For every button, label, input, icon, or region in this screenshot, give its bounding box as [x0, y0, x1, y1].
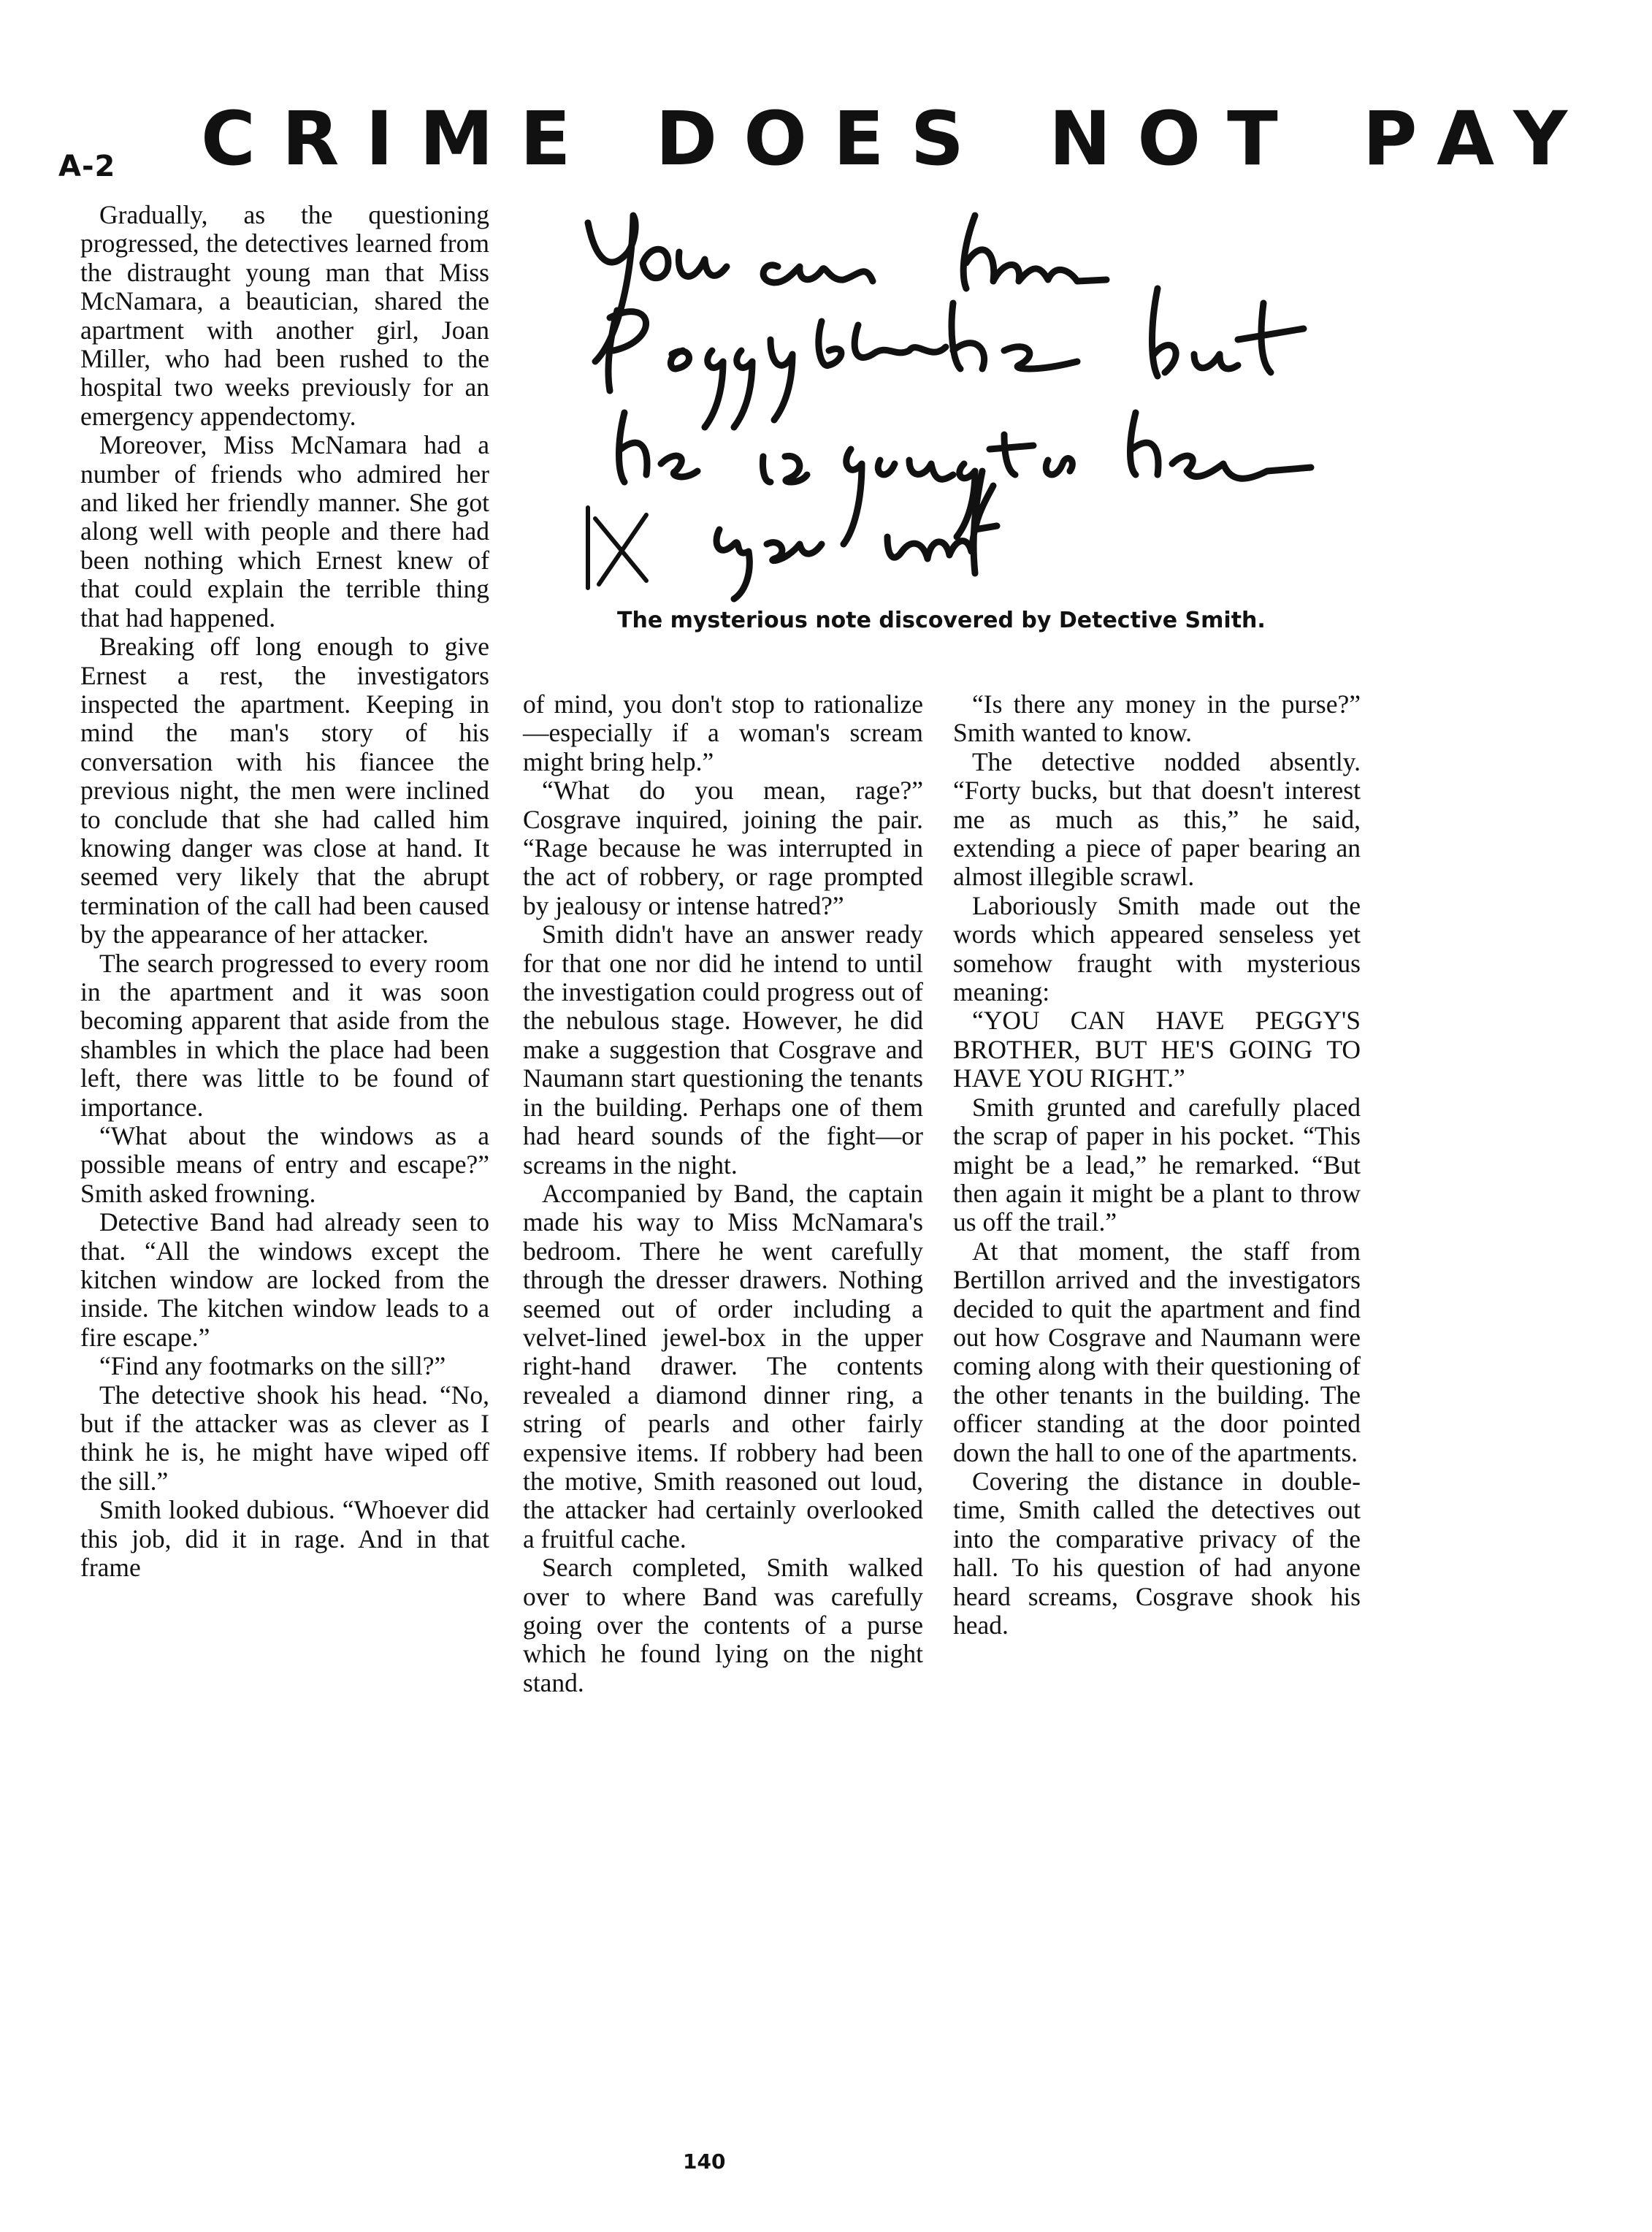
paragraph: “Find any footmarks on the sill?”	[99, 1351, 446, 1381]
article-column-middle	[523, 690, 923, 1697]
article-column-right	[953, 690, 1361, 1640]
paragraph: Breaking off long enough to give Ernest a rest, the investigators inspected the apartment. Keeping in mind the man's story of his conversation with his fiancee the previous night, the men were inclined to conclude that she had called him knowing danger was close at hand. It seemed very likely that the abrupt termination of the call had been caused by the appearance of her attacker.	[80, 632, 489, 949]
paragraph: of mind, you don't stop to rationalize—especially if a woman's scream might bring help.”	[523, 689, 923, 776]
paragraph: Smith didn't have an answer ready for that one nor did he intend to until the investigation could progress out of the nebulous stage. However, he did make a suggestion that Cosgrave and Naumann start questioning the tenants in the building. Perhaps one of them had heard sounds of the fight—or screams in the night.	[523, 920, 923, 1180]
paragraph: “YOU CAN HAVE PEGGY'S BROTHER, BUT HE'S GOING TO HAVE YOU RIGHT.”	[953, 1006, 1361, 1093]
paragraph: The detective nodded absently. “Forty bucks, but that doesn't interest me as much as this,” he said, extending a piece of paper bearing an almost illegible scrawl.	[953, 746, 1361, 892]
paragraph: Smith looked dubious. “Whoever did this job, did it in rage. And in that frame	[80, 1495, 489, 1583]
headline-word: PAY	[1362, 96, 1594, 183]
paragraph: Gradually, as the questioning progressed, the detectives learned from the distraught young man that Miss McNamara, a beautician, shared the apartment with another girl, Joan Miller, who had been rushed to the hospital two weeks previously for an emergency appendectomy.	[80, 200, 489, 431]
paragraph: Covering the distance in double-time, Smith called the detectives out into the comparative privacy of the hall. To his question of had anyone heard screams, Cosgrave shook his head.	[953, 1466, 1361, 1640]
handwritten-note-image	[566, 194, 1362, 610]
page-code: A-2	[58, 150, 116, 183]
paragraph: Detective Band had already seen to that. “All the windows except the kitchen window are locked from the inside. The kitchen window leads to a fire escape.”	[80, 1207, 489, 1352]
paragraph: Accompanied by Band, the captain made his way to Miss McNamara's bedroom. There he went carefully through the dresser drawers. Nothing seemed out of order including a velvet-lined jewel-box in the upper right-hand drawer. The contents revealed a diamond dinner ring, a string of pearls and other fairly expensive items. If robbery had been the motive, Smith reasoned out loud, the attacker had certainly overlooked a fruitful cache.	[523, 1178, 923, 1553]
figure-caption: The mysterious note discovered by Detective Smith.	[617, 608, 1266, 633]
paragraph: Search completed, Smith walked over to where Band was carefully going over the contents of a purse which he found lying on the night stand.	[523, 1553, 923, 1697]
page-number: 140	[683, 2149, 726, 2174]
article-column-left	[80, 201, 489, 1583]
headline-word: DOES	[655, 96, 991, 183]
paragraph: Laboriously Smith made out the words which appeared senseless yet somehow fraught with mysterious meaning:	[953, 890, 1361, 1007]
paragraph: Moreover, Miss McNamara had a number of friends who admired her and liked her friendly manner. She got along well with people and there had been nothing which Ernest knew of that could explain the terrible thing that had happened.	[80, 430, 489, 632]
paragraph: “Is there any money in the purse?” Smith wanted to know.	[953, 689, 1361, 748]
headline-word: CRIME	[201, 96, 597, 183]
paragraph: “What do you mean, rage?” Cosgrave inquired, joining the pair. “Rage because he was interrupted in the act of robbery, or rage prompted by jealousy or intense hatred?”	[523, 776, 923, 920]
paragraph: Smith grunted and carefully placed the scrap of paper in his pocket. “This might be a lead,” he remarked. “But then again it might be a plant to throw us off the trail.”	[953, 1092, 1361, 1237]
paragraph: At that moment, the staff from Bertillon arrived and the investigators decided to quit the apartment and find out how Cosgrave and Naumann were coming along with their questioning of the other tenants in the building. The officer standing at the door pointed down the hall to one of the apartments.	[953, 1236, 1361, 1467]
headline	[201, 96, 1594, 183]
paragraph: The search progressed to every room in the apartment and it was soon becoming apparent that aside from the shambles in which the place had been left, there was little to be found of importance.	[80, 948, 489, 1122]
paragraph: “What about the windows as a possible means of entry and escape?” Smith asked frowning.	[80, 1121, 489, 1208]
handwriting-scrawl	[566, 194, 1362, 610]
headline-word: NOT	[1049, 96, 1304, 183]
paragraph: The detective shook his head. “No, but if the attacker was as clever as I think he is, he might have wiped off the sill.”	[80, 1380, 489, 1496]
